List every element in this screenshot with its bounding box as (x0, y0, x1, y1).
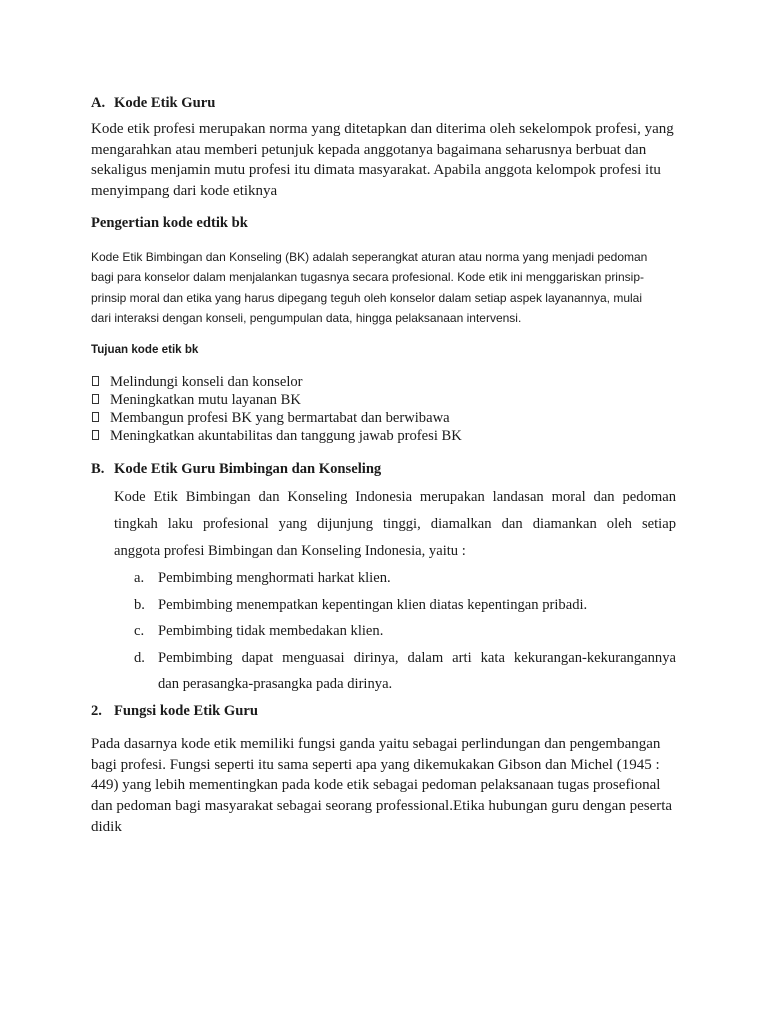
list-marker: b. (134, 596, 145, 613)
pengertian-heading: Pengertian kode edtik bk (91, 215, 248, 231)
bullet-item (91, 373, 462, 391)
list-item-text: Pembimbing tidak membedakan klien. (158, 623, 384, 640)
section-2-heading (91, 701, 258, 721)
section-a-paragraph (91, 119, 691, 202)
missing-glyph-box-icon (92, 394, 99, 404)
paragraph-line: dan pedoman bagi masyarakat sebagai seorang professional.Etika hubungan guru dengan peserta (91, 798, 673, 815)
paragraph-line: bagi profesi. Fungsi seperti itu sama seperti apa yang dikemukakan Gibson dan Michel (1945 : (91, 756, 660, 773)
list-item-text: Pembimbing menempatkan kepentingan klien diatas kepentingan pribadi. (158, 596, 588, 613)
paragraph-line: Kode Etik Bimbingan dan Konseling Indonesia merupakan landasan moral dan pedoman (114, 489, 676, 505)
list-item (134, 645, 676, 698)
missing-glyph-box-icon (92, 430, 99, 440)
paragraph-line: 449) yang lebih mementingkan pada kode etik sebagai pedoman pelaksanaan tugas prosefional (91, 777, 661, 794)
paragraph-line: didik (91, 818, 122, 835)
section-2-title: Fungsi kode Etik Guru (114, 703, 258, 719)
paragraph-line: anggota profesi Bimbingan dan Konseling Indonesia, yaitu : (114, 543, 466, 559)
bullet-item-text: Meningkatkan mutu layanan BK (110, 392, 301, 408)
section-b-title: Kode Etik Guru Bimbingan dan Konseling (114, 461, 382, 477)
list-item-text: Pembimbing dapat menguasai dirinya, dalam arti kata kekurangan-kekurangannya (158, 649, 676, 666)
paragraph-line: menyimpang dari kode etiknya (91, 183, 278, 200)
bullet-item (91, 427, 462, 445)
paragraph-line: bagi para konselor dalam menjalankan tugasnya secara profesional. Kode etik ini menggariskan prinsip- (91, 270, 644, 285)
list-marker: a. (134, 570, 145, 586)
paragraph-line: tingkah laku profesional yang dijunjung tinggi, diamalkan dan diamankan oleh setiap (114, 516, 676, 532)
section-b-heading (91, 459, 381, 479)
paragraph-line: prinsip moral dan etika yang harus dipegang teguh oleh konselor dalam setiap aspek layanannya, mulai (91, 290, 643, 305)
bullet-item-text: Meningkatkan akuntabilitas dan tanggung jawab profesi BK (110, 428, 462, 444)
bullet-item (91, 391, 462, 409)
missing-glyph-box-icon (92, 376, 99, 386)
tujuan-bullet-list (91, 373, 462, 445)
section-a-title: Kode Etik Guru (114, 95, 216, 111)
section-b-number: B. (91, 461, 105, 477)
pengertian-paragraph (91, 247, 691, 329)
list-marker: c. (134, 623, 145, 640)
bullet-item (91, 409, 462, 427)
list-item (134, 618, 676, 645)
paragraph-line: dari interaksi dengan konseli, pengumpulan data, hingga pelaksanaan intervensi. (91, 311, 522, 326)
list-item (134, 592, 676, 619)
section-b-list (134, 565, 676, 698)
missing-glyph-box-icon (92, 412, 99, 422)
list-marker: d. (134, 649, 145, 666)
paragraph-line: Kode etik profesi merupakan norma yang ditetapkan dan diterima oleh sekelompok profesi, yang (91, 121, 674, 137)
bullet-item-text: Membangun profesi BK yang bermartabat dan berwibawa (110, 410, 450, 426)
paragraph-line: mengarahkan atau memberi petunjuk kepada anggotanya bagaimana seharusnya berbuat dan (91, 141, 647, 158)
list-item-text: Pembimbing menghormati harkat klien. (158, 570, 391, 586)
paragraph-line: sekaligus menjamin mutu profesi itu dimata masyarakat. Apabila anggota kelompok profesi itu (91, 162, 661, 179)
section-2-number: 2. (91, 703, 102, 719)
paragraph-line: Kode Etik Bimbingan dan Konseling (BK) adalah seperangkat aturan atau norma yang menjadi pedoman (91, 250, 648, 264)
list-item-text: dan perasangka-prasangka pada dirinya. (158, 676, 393, 693)
section-b-paragraph (114, 484, 676, 565)
tujuan-heading: Tujuan kode etik bk (91, 343, 199, 356)
bullet-item-text: Melindungi konseli dan konselor (110, 374, 303, 390)
paragraph-line: Pada dasarnya kode etik memiliki fungsi ganda yaitu sebagai perlindungan dan pengembangan (91, 736, 661, 752)
section-a-heading (91, 93, 215, 113)
list-item (134, 565, 676, 592)
section-a-number: A. (91, 95, 106, 111)
section-2-paragraph (91, 734, 691, 838)
